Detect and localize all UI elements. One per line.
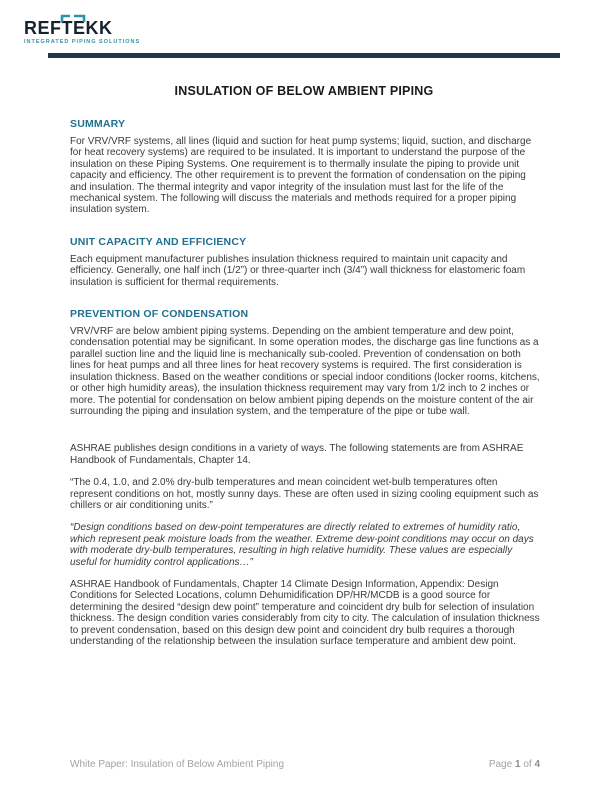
document-footer — [70, 759, 540, 770]
condensation-paragraph-2: ASHRAE publishes design conditions in a variety of ways. The following statements are from ASHRAE Handbook of Fundamentals, Chapter 14. — [70, 443, 524, 466]
brand-logo — [24, 10, 140, 45]
pipe-icon — [60, 10, 86, 28]
section-heading-unit-capacity: UNIT CAPACITY AND EFFICIENCY — [70, 235, 247, 248]
summary-paragraph: For VRV/VRF systems, all lines (liquid and suction for heat pump systems; liquid, suction, and discharge for heat recovery systems) are required to be insulated. It is important to understand the purpose of the insulation on these Piping Systems. One requirement is to thermally insulate the piping to provide unit capacity and efficiency. The other requirement is to prevent the formation of condensation on the piping and insulation. The thermal integrity and vapor integrity of the insulation must last for the life of the mechanical system. The following will discuss the materials and methods required for a proper piping insulation system. — [70, 136, 532, 216]
page-indicator — [489, 759, 540, 770]
document-header — [0, 0, 608, 58]
ashrae-quote-paragraph: “The 0.4, 1.0, and 2.0% dry-bulb temperatures and mean coincident wet-bulb temperatures often represent conditions on hot, mostly sunny days. These are often used in sizing cooling equipment such as chillers or air conditioning units.” — [70, 477, 539, 511]
section-heading-summary: SUMMARY — [70, 118, 126, 130]
page-label: Page — [488, 759, 513, 770]
page-number: 1 — [514, 759, 521, 770]
footer-doc-title: White Paper: Insulation of Below Ambient Piping — [70, 759, 285, 770]
section-heading-condensation: PREVENTION OF CONDENSATION — [70, 308, 249, 321]
document-body — [0, 118, 608, 647]
brand-tagline: INTEGRATED PIPING SOLUTIONS — [24, 39, 141, 45]
page-total: 4 — [534, 759, 540, 770]
of-label: of — [523, 759, 532, 770]
brand-name: REFTEKK — [24, 18, 113, 38]
condensation-paragraph-5: ASHRAE Handbook of Fundamentals, Chapter 14 Climate Design Information, Appendix: Design Conditions for Selected Locations, column Dehumidification DP/HR/MCDB is a good source for determining the desired “design dew point” temperature and coincident dry bulb for selection of insulation thickness. The design condition varies considerably from city to city. The calculation of insulation thickness to prevent condensation, based on this design dew point and coincident dry bulb requires a thorough understanding of the relationship between the insulation surface temperature and ambient dew point. — [70, 578, 540, 647]
document-title: INSULATION OF BELOW AMBIENT PIPING — [174, 84, 434, 98]
condensation-paragraph-1: VRV/VRF are below ambient piping systems. Depending on the ambient temperature and dew point, condensation potential may be significant. In some operation modes, the discharge gas line functions as a parallel suction line and the liquid line is mechanically sub-cooled. Prevention of condensation on both lines for heat pumps and all three lines for heat recovery systems is required. The first consideration is insulation thickness. Based on the weather conditions or special indoor conditions (locker rooms, kitchens, or other high humidity areas), the insulation thickness requirement may vary from 1/2 inch to 2 inches or more. The potential for condensation on below ambient piping depends on the moisture content of the air surrounding the piping and insulation system, and the temperature of the pipe or tube wall. — [70, 326, 540, 417]
ashrae-italic-quote-paragraph: “Design conditions based on dew-point temperatures are directly related to extremes of humidity ratio, which represent peak moisture loads from the weather. Extreme dew-point conditions may occur on days with moderate dry-bulb temperatures, resulting in high relative humidity. These values are especially useful for humidity control applications…” — [70, 522, 534, 568]
header-rule — [48, 53, 560, 58]
unit-capacity-paragraph: Each equipment manufacturer publishes insulation thickness required to maintain unit capacity and efficiency. Generally, one half inch (1/2”) or three-quarter inch (3/4”) wall thickness for elastomeric foam insulation is sufficient for thermal requirements. — [70, 253, 526, 288]
